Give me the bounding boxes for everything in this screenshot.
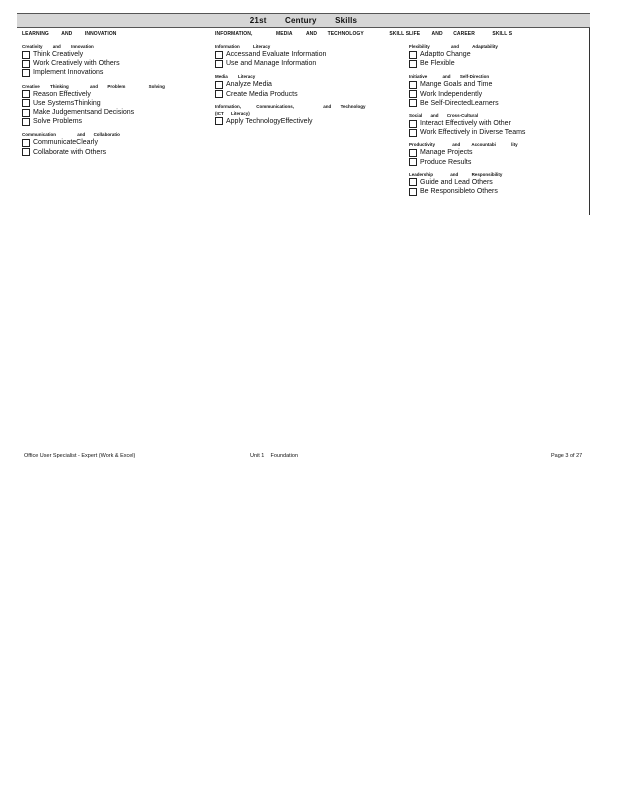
checklist-item[interactable]: Implement Innovations (22, 68, 174, 77)
checkbox[interactable] (409, 120, 417, 128)
checkbox[interactable] (22, 109, 30, 117)
checkbox[interactable] (22, 90, 30, 98)
title-word: 21st (249, 16, 267, 25)
column-information-media-technology (215, 29, 420, 126)
group-title: Flexibility and Adaptability (409, 44, 498, 49)
group-title: Leadership and Responsibility (409, 171, 503, 177)
checklist-item[interactable]: Make Judgementsand Decisions (22, 108, 174, 117)
checklist-item[interactable]: Work Effectively in Diverse Teams (409, 128, 527, 137)
checkbox[interactable] (22, 51, 30, 59)
checkbox[interactable] (409, 99, 417, 107)
checklist-item[interactable]: Collaborate with Others (22, 148, 174, 157)
checklist-item[interactable]: CommunicateClearly (22, 138, 174, 147)
checkbox[interactable] (409, 60, 417, 68)
checklist-item[interactable]: Reason Effectively (22, 90, 174, 99)
checklist-item[interactable]: Work Creatively with Others (22, 59, 174, 68)
group-title: Initiative and Self-Direction (409, 74, 490, 80)
group-title: Creativity and Innovation (22, 44, 94, 49)
checkbox[interactable] (215, 60, 223, 68)
table-title (17, 13, 590, 28)
checklist-item[interactable]: Manage Projects (409, 148, 527, 157)
checkbox[interactable] (215, 90, 223, 98)
checklist-item[interactable]: Be Self-DirectedLearners (409, 99, 527, 108)
checklist-item[interactable]: Apply TechnologyEffectively (215, 117, 420, 126)
checklist-item[interactable]: Think Creatively (22, 50, 174, 59)
checklist-item[interactable]: Accessand Evaluate Information (215, 50, 420, 59)
title-word: Skills (335, 16, 358, 25)
checklist-item[interactable]: Create Media Products (215, 90, 420, 99)
group-title: Media Literacy (215, 74, 256, 80)
checklist-item[interactable]: Produce Results (409, 158, 527, 167)
checklist-item[interactable]: Mange Goals and Time (409, 80, 527, 89)
checklist-item[interactable]: Be Flexible (409, 59, 527, 68)
checkbox[interactable] (22, 69, 30, 77)
checkbox[interactable] (215, 51, 223, 59)
checkbox[interactable] (409, 51, 417, 59)
group-title: Communication and Collaboratio (22, 132, 120, 138)
column-life-career (409, 29, 527, 196)
checkbox[interactable] (215, 81, 223, 89)
checkbox[interactable] (22, 60, 30, 68)
title-word: Century (285, 16, 317, 25)
checkbox[interactable] (215, 117, 223, 125)
checklist-item[interactable]: Interact Effectively with Other (409, 119, 527, 128)
checkbox[interactable] (409, 129, 417, 137)
footer-page-number: Page 3 of 27 (551, 453, 583, 459)
checkbox[interactable] (22, 118, 30, 126)
checkbox[interactable] (22, 148, 30, 156)
checkbox[interactable] (22, 99, 30, 107)
checkbox[interactable] (409, 90, 417, 98)
checklist-item[interactable]: Work Independently (409, 90, 527, 99)
checklist-item[interactable]: Use SystemsThinking (22, 99, 174, 108)
group-title: Productivity and Accountabi lity (409, 142, 518, 148)
checkbox[interactable] (22, 139, 30, 147)
checklist-item[interactable]: Analyze Media (215, 80, 420, 89)
checklist-item[interactable]: Be Responsibleto Others (409, 187, 527, 196)
checklist-item[interactable]: Solve Problems (22, 117, 174, 126)
group-title: Social and Cross-Cultural (409, 113, 479, 119)
group-title: Creative Thinking and Problem Solving (22, 83, 165, 89)
group-title-continued: (ICT Literacy) (215, 110, 250, 116)
column-heading: INFORMATION, MEDIA AND TECHNOLOGY SKILL S (215, 31, 410, 37)
checkbox[interactable] (409, 149, 417, 157)
column-heading: LEARNING AND INNOVATION (22, 31, 117, 37)
group-title: Information, Communications, and Technology (215, 103, 366, 109)
footer-unit: Unit 1 Foundation (250, 453, 299, 459)
footer-course-title: Office User Specialist - Expert (Work & Excel) (24, 453, 136, 459)
column-learning-innovation (22, 29, 174, 157)
checkbox[interactable] (409, 158, 417, 166)
checkbox[interactable] (409, 178, 417, 186)
column-heading: LIFE AND CAREER SKILL S (409, 31, 513, 37)
checklist-item[interactable]: Use and Manage Information (215, 59, 420, 68)
checkbox[interactable] (409, 188, 417, 196)
checklist-item[interactable]: Guide and Lead Others (409, 178, 527, 187)
group-title: Information Literacy (215, 44, 271, 49)
checkbox[interactable] (409, 81, 417, 89)
checklist-item[interactable]: Adaptto Change (409, 50, 527, 59)
